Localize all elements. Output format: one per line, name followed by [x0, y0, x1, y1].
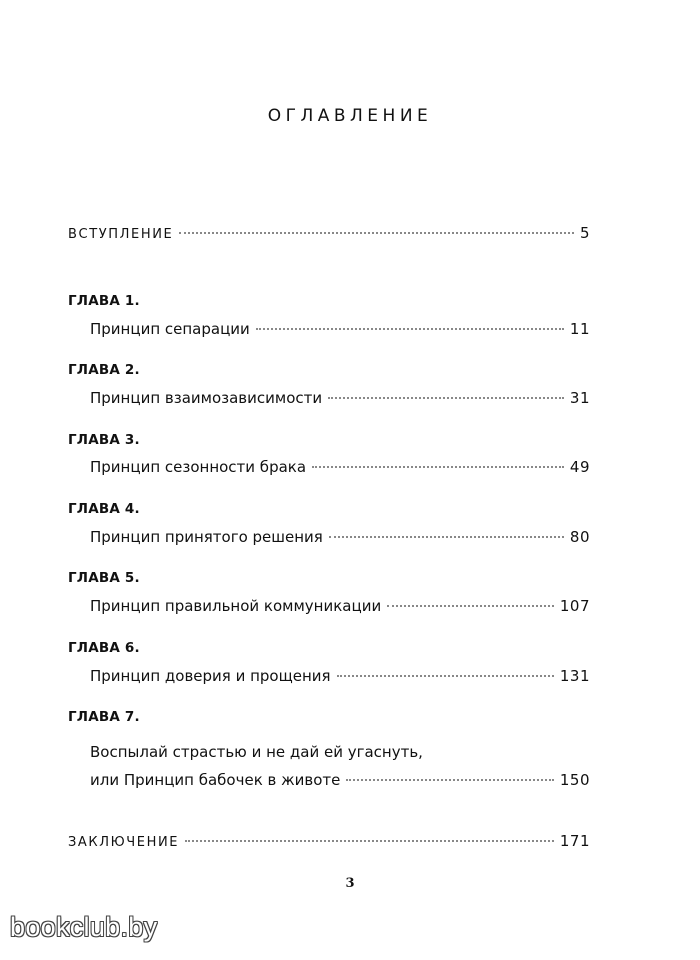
- toc-entry-label: Принцип сепарации: [90, 320, 250, 338]
- chapter-heading: ГЛАВА 5.: [68, 570, 140, 586]
- toc-page-number: 31: [569, 389, 590, 407]
- toc-entry-chapter-3[interactable]: [90, 458, 590, 482]
- dot-leader: [337, 675, 554, 677]
- toc-entry-label: Принцип принятого решения: [90, 528, 323, 546]
- chapter-heading: ГЛАВА 2.: [68, 362, 140, 378]
- page-title: ОГЛАВЛЕНИЕ: [267, 106, 433, 126]
- chapter-heading: ГЛАВА 1.: [68, 293, 140, 309]
- toc-entry-chapter-2[interactable]: [90, 389, 590, 413]
- dot-leader: [179, 232, 574, 234]
- dot-leader: [328, 397, 564, 399]
- dot-leader: [329, 536, 564, 538]
- toc-entry-label-line[interactable]: Воспылай страстью и не дай ей угаснуть,: [90, 743, 423, 761]
- toc-page-number: 11: [569, 320, 590, 338]
- toc-entry-label: Принцип правильной коммуникации: [90, 597, 382, 615]
- dot-leader: [185, 840, 554, 842]
- toc-entry-label: Принцип сезонности брака: [90, 458, 307, 476]
- toc-entry-label: ЗАКЛЮЧЕНИЕ: [68, 835, 180, 850]
- watermark: bookclub.by: [10, 912, 158, 942]
- toc-entry-label: или Принцип бабочек в животе: [90, 771, 341, 789]
- toc-page-number: 150: [559, 771, 590, 789]
- toc-page-number: 5: [579, 224, 590, 242]
- chapter-heading: ГЛАВА 6.: [68, 640, 140, 656]
- toc-entry-chapter-1[interactable]: [90, 320, 590, 344]
- toc-entry-chapter-5[interactable]: [90, 597, 590, 621]
- chapter-heading: ГЛАВА 4.: [68, 501, 140, 517]
- toc-page-number: 131: [559, 667, 590, 685]
- page-number: 3: [345, 876, 355, 891]
- toc-page-number: 80: [569, 528, 590, 546]
- dot-leader: [346, 779, 553, 781]
- dot-leader: [387, 605, 554, 607]
- toc-entry-label: Принцип взаимозависимости: [90, 389, 323, 407]
- dot-leader: [256, 328, 564, 330]
- chapter-heading: ГЛАВА 3.: [68, 432, 140, 448]
- chapter-heading: ГЛАВА 7.: [68, 709, 140, 725]
- toc-entry-chapter-7[interactable]: [90, 771, 590, 795]
- toc-page-number: 107: [559, 597, 590, 615]
- toc-page-number: 171: [559, 832, 590, 850]
- toc-page-number: 49: [569, 458, 590, 476]
- toc-entry-intro[interactable]: [68, 224, 590, 248]
- toc-entry-label: ВСТУПЛЕНИЕ: [68, 227, 174, 242]
- dot-leader: [312, 466, 564, 468]
- toc-entry-chapter-4[interactable]: [90, 528, 590, 552]
- toc-entry-label: Принцип доверия и прощения: [90, 667, 331, 685]
- toc-entry-chapter-6[interactable]: [90, 667, 590, 691]
- toc-entry-conclusion[interactable]: [68, 832, 590, 856]
